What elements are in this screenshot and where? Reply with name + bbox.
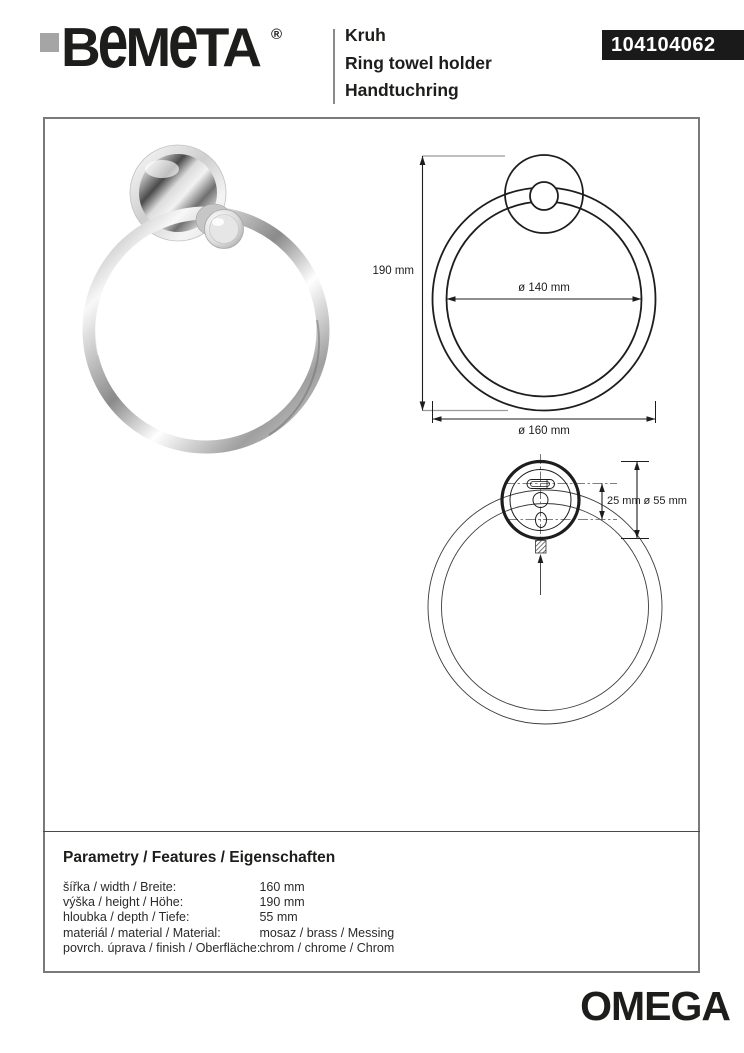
param-label-height: výška / height / Höhe: — [63, 895, 184, 910]
param-value-height: 190 mm — [259, 895, 305, 910]
brand-logo — [61, 0, 259, 85]
drawing-front-view — [370, 140, 700, 445]
product-name-en: Ring towel holder — [345, 52, 492, 73]
registered-trademark-symbol: ® — [271, 26, 283, 43]
product-photo — [55, 125, 365, 485]
param-label-finish: povrch. úprava / finish / Oberfläche: — [63, 940, 261, 955]
drawing-post-circle — [530, 182, 558, 210]
table-row — [63, 880, 394, 895]
product-name-cs: Kruh — [345, 25, 386, 45]
parameters-heading: Parametry / Features / Eigenschaften — [63, 849, 336, 866]
outer-diameter-label: ø 160 mm — [518, 425, 570, 437]
param-value-depth: 55 mm — [259, 910, 298, 925]
inner-diameter-label: ø 140 mm — [518, 282, 570, 294]
brand-logo-text: BeMeTA — [61, 0, 259, 85]
param-value-width: 160 mm — [259, 880, 305, 894]
parameters-table — [63, 880, 394, 956]
height-dimension-label: 190 mm — [372, 265, 414, 277]
product-code-badge: 104104062 — [602, 30, 744, 60]
product-titles — [345, 22, 492, 105]
param-label-material: materiál / material / Material: — [63, 925, 221, 940]
photo-ring — [89, 213, 323, 447]
plate-diameter-label: ø 55 mm — [643, 495, 687, 507]
screw-thread — [536, 541, 547, 554]
param-value-finish: chrom / chrome / Chrom — [259, 940, 395, 955]
logo-square-mark — [40, 33, 59, 52]
table-row — [63, 941, 394, 956]
drawing-plate-detail — [415, 445, 705, 745]
mounting-arrow — [538, 554, 544, 563]
plate-outline-bold — [502, 462, 579, 539]
parameters-divider — [43, 831, 700, 832]
param-label-width: šířka / width / Breite: — [63, 880, 177, 894]
table-row — [63, 926, 394, 941]
header-divider — [333, 29, 335, 104]
param-value-material: mosaz / brass / Messing — [259, 925, 395, 940]
table-row — [63, 910, 394, 925]
table-row — [63, 895, 394, 910]
hole-spacing-label: 25 mm — [607, 495, 641, 507]
series-name: OMEGA — [580, 983, 730, 1029]
product-name-de: Handtuchring — [345, 80, 459, 100]
param-label-depth: hloubka / depth / Tiefe: — [63, 910, 190, 925]
